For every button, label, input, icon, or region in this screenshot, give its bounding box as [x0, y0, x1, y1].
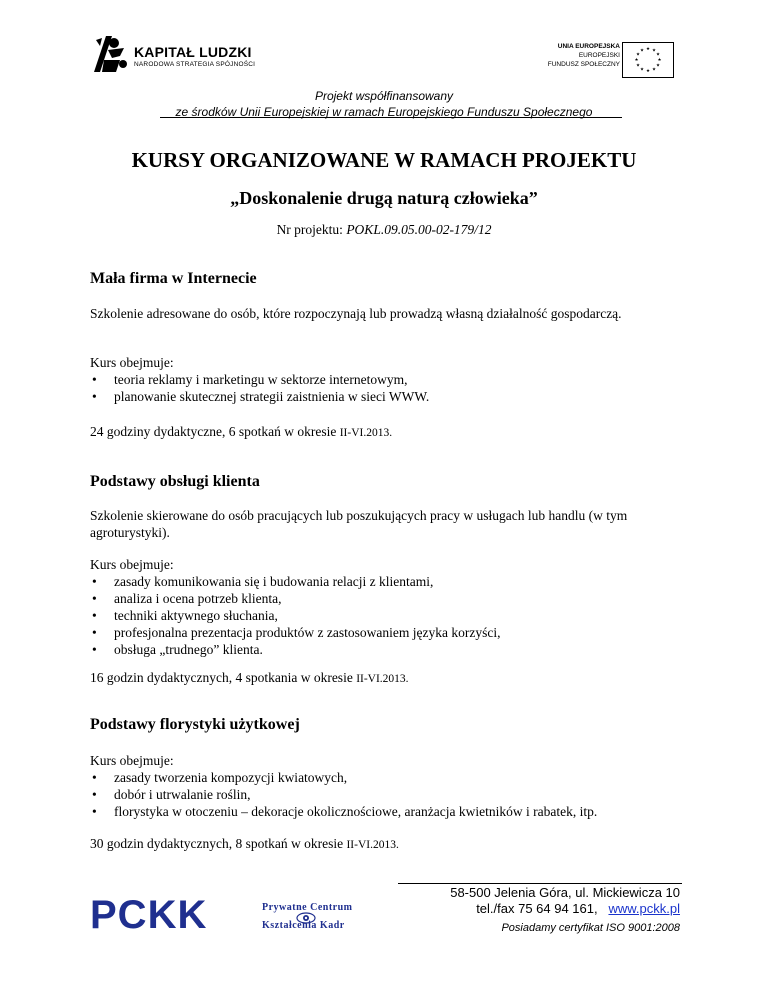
list-item: • obsługa „trudnego” klienta. [90, 641, 690, 658]
includes-label: Kurs obejmuje: [90, 557, 174, 572]
project-name: „Doskonalenie drugą naturą człowieka” [230, 188, 538, 208]
list-item: • zasady tworzenia kompozycji kwiatowych, [90, 769, 690, 786]
kapital-ludzki-emblem-icon [90, 34, 130, 74]
svg-text:★: ★ [645, 47, 651, 52]
address: 58-500 Jelenia Góra, ul. Mickiewicza 10 [450, 885, 680, 900]
svg-text:★: ★ [634, 58, 639, 63]
list-item: • florystyka w otoczeniu – dekoracje okolicznościowe, aranżacja kwietników i rabatek, itp. [90, 803, 690, 820]
includes-label: Kurs obejmuje: [90, 355, 174, 370]
list-item: • zasady komunikowania się i budowania relacji z klientami, [90, 573, 690, 590]
eu-flag-icon [622, 42, 674, 78]
summary-period: II-VI.2013. [356, 673, 409, 685]
list-item: • analiza i ocena potrzeb klienta, [90, 590, 690, 607]
cofinancing-line-1: Projekt współfinansowany [314, 89, 454, 103]
footer-divider [398, 883, 682, 884]
section-heading: Mała firma w Internecie [90, 270, 257, 287]
section-course-content [90, 354, 690, 405]
section-intro: Szkolenie adresowane do osób, które rozpoczynają lub prowadzą własną działalność gospodarczą. [90, 306, 622, 321]
section-heading: Podstawy obsługi klienta [90, 473, 260, 490]
svg-text:★: ★ [639, 67, 645, 73]
header-divider [160, 117, 622, 118]
project-number-value: POKL.09.05.00-02-179/12 [346, 222, 492, 237]
eu-logo [528, 40, 678, 76]
iso-certificate: Posiadamy certyfikat ISO 9001:2008 [501, 922, 680, 934]
contact-info [398, 885, 680, 917]
svg-text:★: ★ [655, 63, 661, 69]
pckk-logo-text: PCKK [90, 893, 208, 937]
section-summary [90, 835, 690, 854]
list-item: • profesjonalna prezentacja produktów z zastosowaniem języka korzyści, [90, 624, 690, 641]
section-summary [90, 669, 690, 688]
section-heading: Podstawy florystyki użytkowej [90, 716, 300, 733]
svg-text:★: ★ [651, 48, 657, 54]
project-number [0, 222, 768, 238]
includes-label: Kurs obejmuje: [90, 753, 174, 768]
pckk-logo-line-2: Kształcenia Kadr [262, 920, 345, 931]
eu-line-3: FUNDUSZ SPOŁECZNY [547, 61, 620, 68]
section-course-content [90, 556, 690, 658]
course-topics-list [90, 769, 690, 820]
list-item: • teoria reklamy i marketingu w sektorze internetowym, [90, 371, 690, 388]
svg-text:★: ★ [651, 67, 657, 73]
course-topics-list [90, 371, 690, 405]
svg-text:★: ★ [635, 63, 641, 69]
cofinancing-line-2: ze środków Unii Europejskiej w ramach Europejskiego Funduszu Społecznego [175, 105, 593, 119]
kapital-ludzki-title: KAPITAŁ LUDZKI [134, 44, 252, 60]
cofinancing-note [0, 88, 768, 120]
eu-line-2: EUROPEJSKI [578, 52, 620, 59]
course-topics-list [90, 573, 690, 658]
pckk-logo-line-1: Prywatne Centrum [262, 902, 353, 913]
eu-text [548, 42, 620, 69]
summary-text: 16 godzin dydaktycznych, 4 spotkania w okresie [90, 670, 357, 685]
section-summary [90, 423, 690, 442]
kapital-ludzki-subtitle: NARODOWA STRATEGIA SPÓJNOŚCI [134, 61, 256, 68]
phone: tel./fax 75 64 94 161, [476, 901, 598, 916]
summary-text: 30 godzin dydaktycznych, 8 spotkań w okresie [90, 836, 347, 851]
section-course-content [90, 752, 690, 820]
eu-line-1: UNIA EUROPEJSKA [557, 43, 620, 50]
website-link[interactable]: www.pckk.pl [608, 901, 680, 916]
svg-text:★: ★ [635, 52, 641, 58]
kapital-ludzki-logo [90, 34, 260, 74]
list-item: • dobór i utrwalanie roślin, [90, 786, 690, 803]
svg-text:★: ★ [645, 69, 651, 74]
summary-text: 24 godziny dydaktyczne, 6 spotkań w okresie [90, 424, 340, 439]
project-number-label: Nr projektu: [276, 222, 347, 237]
summary-period: II-VI.2013. [339, 427, 393, 439]
phone-line [398, 901, 680, 917]
pckk-logo [90, 893, 370, 939]
svg-text:★: ★ [657, 58, 662, 63]
section-intro: Szkolenie skierowane do osób pracujących lub poszukujących pracy w usługach lub handlu (w tym agroturystyki). [90, 508, 628, 540]
list-item: • planowanie skutecznej strategii zaistnienia w sieci WWW. [90, 388, 690, 405]
list-item: • techniki aktywnego słuchania, [90, 607, 690, 624]
svg-text:★: ★ [655, 52, 661, 58]
svg-text:★: ★ [639, 48, 645, 54]
page-title: KURSY ORGANIZOWANE W RAMACH PROJEKTU [131, 148, 637, 172]
summary-period: II-VI.2013. [346, 839, 399, 851]
